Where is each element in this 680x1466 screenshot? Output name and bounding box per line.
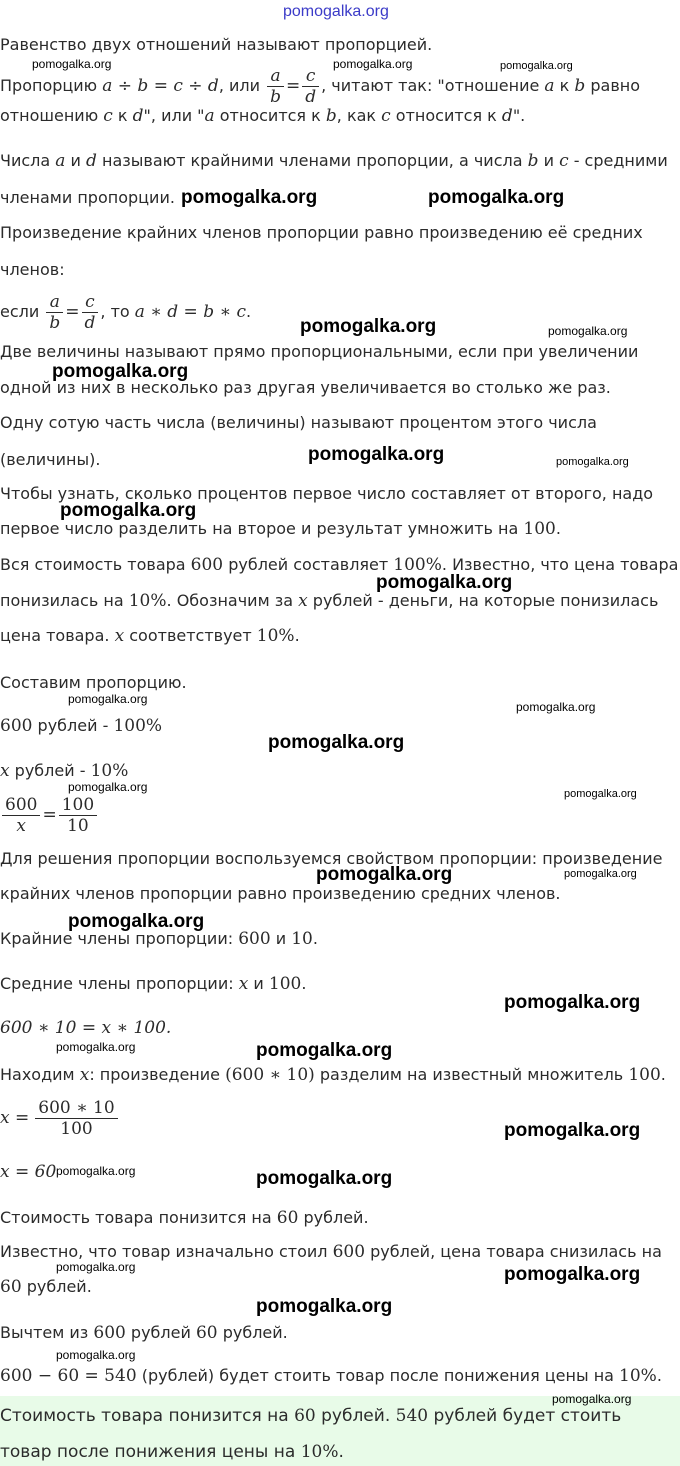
paragraph-percent-rule-cont: первое число разделить на второе и результат умножить на 100. bbox=[0, 519, 561, 539]
watermark: pomogalka.org bbox=[68, 911, 205, 932]
paragraph-percent-definition-cont: (величины). bbox=[0, 450, 101, 469]
watermark: pomogalka.org bbox=[564, 788, 637, 800]
watermark: pomogalka.org bbox=[256, 1168, 393, 1189]
paragraph-extreme-middle-terms-cont: членами пропорции. bbox=[0, 188, 175, 207]
watermark: pomogalka.org bbox=[68, 780, 148, 794]
paragraph-price-drop: Стоимость товара понизится на 60 рублей. bbox=[0, 1208, 369, 1228]
watermark: pomogalka.org bbox=[60, 500, 197, 521]
watermark: pomogalka.org bbox=[181, 187, 318, 208]
watermark: pomogalka.org bbox=[56, 1164, 136, 1178]
paragraph-find-x: Находим x: произведение (600 ∗ 10) разделим на известный множитель 100. bbox=[0, 1065, 666, 1085]
paragraph-direct-proportion: Две величины называют прямо пропорциональными, если при увеличении bbox=[0, 342, 639, 361]
watermark: pomogalka.org bbox=[308, 444, 445, 465]
watermark: pomogalka.org bbox=[256, 1296, 393, 1317]
watermark: pomogalka.org bbox=[504, 1264, 641, 1285]
paragraph-problem-1: Вся стоимость товара 600 рублей составляет 100%. Известно, что цена товара bbox=[0, 555, 679, 575]
paragraph-direct-proportion-cont: одной из них в несколько раз другая увеличивается во столько же раз. bbox=[0, 378, 611, 397]
paragraph-original-price-cont: 60 рублей. bbox=[0, 1277, 92, 1297]
paragraph-percent-rule: Чтобы узнать, сколько процентов первое число составляет от второго, надо bbox=[0, 484, 654, 503]
answer-box bbox=[0, 1396, 680, 1466]
paragraph-problem-3: цена товара. x соответствует 10%. bbox=[0, 626, 300, 646]
paragraph-proportion-definition: Равенство двух отношений называют пропорцией. bbox=[0, 35, 433, 54]
watermark: pomogalka.org bbox=[516, 700, 596, 714]
paragraph-proportion-reading: Пропорцию a ÷ b = c ÷ d, или $\frac{a}{b}$ = $\frac{c}{d}$ , читают так: "отношение a к b равно bbox=[0, 66, 641, 107]
equation-x-result: x = 60 bbox=[0, 1162, 57, 1182]
paragraph-middle-terms: Средние члены пропорции: x и 100. bbox=[0, 974, 307, 994]
site-header-link[interactable]: pomogalka.org bbox=[283, 3, 389, 20]
watermark: pomogalka.org bbox=[268, 732, 405, 753]
watermark: pomogalka.org bbox=[428, 187, 565, 208]
watermark: pomogalka.org bbox=[500, 60, 573, 72]
answer-line-1: Стоимость товара понизится на 60 рублей. 540 рублей будет стоить bbox=[0, 1406, 622, 1426]
equation-subtraction: 600 − 60 = 540 (рублей) будет стоить товар после понижения цены на 10%. bbox=[0, 1366, 662, 1386]
paragraph-proportion-reading-cont: отношению c к d", или "a относится к b, как c относится к d". bbox=[0, 106, 526, 126]
watermark: pomogalka.org bbox=[376, 572, 513, 593]
paragraph-make-proportion: Составим пропорцию. bbox=[0, 673, 187, 692]
watermark: pomogalka.org bbox=[564, 868, 637, 880]
watermark: pomogalka.org bbox=[552, 1392, 632, 1406]
formula-product-property: если $\frac{a}{b}$ = $\frac{c}{d}$ , то a ∗ d = b ∗ c. bbox=[0, 292, 252, 333]
paragraph-extreme-terms: Крайние члены пропорции: 600 и 10. bbox=[0, 929, 318, 949]
watermark: pomogalka.org bbox=[548, 324, 628, 338]
paragraph-extreme-middle-terms: Числа a и d называют крайними членами пропорции, а числа b и c - средними bbox=[0, 151, 668, 171]
watermark: pomogalka.org bbox=[56, 1040, 136, 1054]
watermark: pomogalka.org bbox=[316, 864, 453, 885]
watermark: pomogalka.org bbox=[504, 1120, 641, 1141]
proportion-line-2: x рублей - 10% bbox=[0, 761, 129, 781]
watermark: pomogalka.org bbox=[556, 456, 629, 468]
watermark: pomogalka.org bbox=[504, 992, 641, 1013]
watermark: pomogalka.org bbox=[300, 316, 437, 337]
watermark: pomogalka.org bbox=[52, 361, 189, 382]
paragraph-original-price: Известно, что товар изначально стоил 600 рублей, цена товара снизилась на bbox=[0, 1242, 662, 1262]
proportion-line-1: 600 рублей - 100% bbox=[0, 716, 163, 736]
watermark: pomogalka.org bbox=[32, 57, 112, 71]
paragraph-problem-2: понизилась на 10%. Обозначим за x рублей - деньги, на которые понизилась bbox=[0, 591, 659, 611]
equation-x-fraction: x = $\frac{600 ∗ 10}{100}$ bbox=[0, 1098, 120, 1139]
watermark: pomogalka.org bbox=[68, 692, 148, 706]
paragraph-subtract: Вычтем из 600 рублей 60 рублей. bbox=[0, 1323, 288, 1343]
watermark: pomogalka.org bbox=[333, 57, 413, 71]
answer-line-2: товар после понижения цены на 10%. bbox=[0, 1442, 344, 1462]
paragraph-product-property-cont: членов: bbox=[0, 260, 65, 279]
paragraph-percent-definition: Одну сотую часть числа (величины) называют процентом этого числа bbox=[0, 413, 597, 432]
watermark: pomogalka.org bbox=[56, 1348, 136, 1362]
paragraph-solve-property: Для решения пропорции воспользуемся свойством пропорции: произведение bbox=[0, 849, 663, 868]
proportion-fraction: $\frac{600}{x}$ = $\frac{100}{10}$ bbox=[0, 795, 99, 839]
paragraph-product-property: Произведение крайних членов пропорции равно произведению её средних bbox=[0, 223, 643, 242]
watermark: pomogalka.org bbox=[256, 1040, 393, 1061]
paragraph-solve-property-cont: крайних членов пропорции равно произведению средних членов. bbox=[0, 884, 561, 903]
watermark: pomogalka.org bbox=[56, 1260, 136, 1274]
equation-product: 600 ∗ 10 = x ∗ 100. bbox=[0, 1018, 172, 1038]
